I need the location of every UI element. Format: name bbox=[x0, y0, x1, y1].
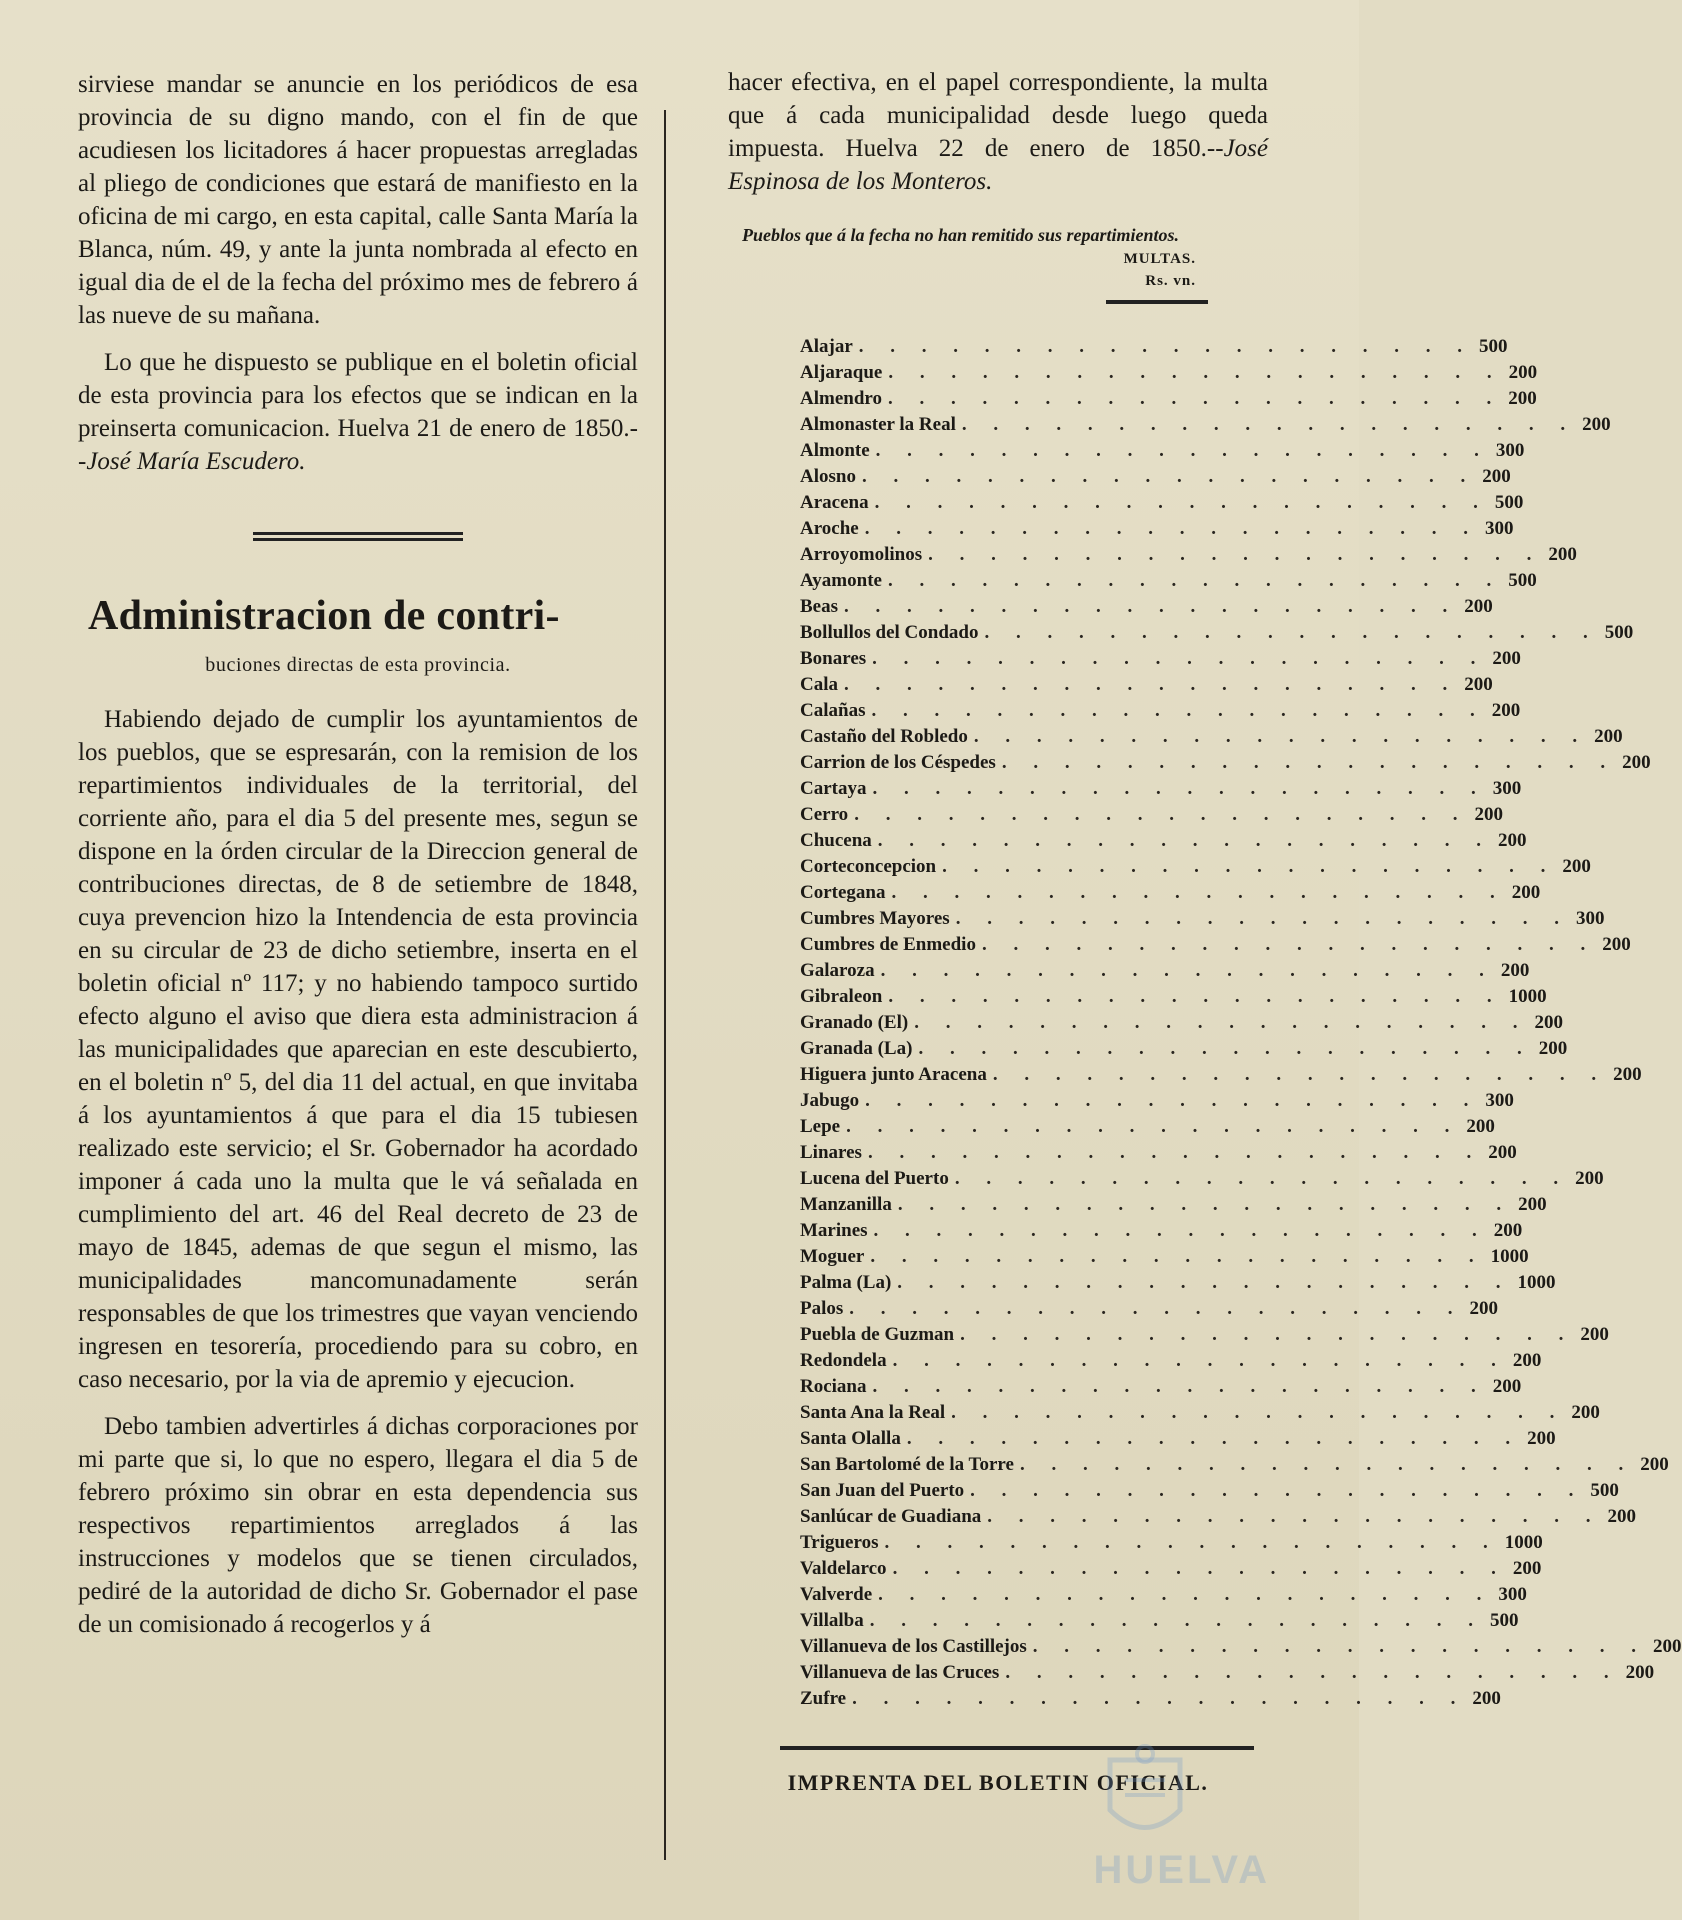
pueblo-name: Gibraleon bbox=[800, 986, 883, 1007]
fine-value: 200 bbox=[1472, 1688, 1501, 1709]
fine-value: 300 bbox=[1498, 1584, 1527, 1605]
fine-value: 200 bbox=[1508, 388, 1537, 409]
pueblo-name: Villanueva de los Castillejos bbox=[800, 1636, 1027, 1657]
left-paragraph-1: sirviese mandar se anuncie en los periódicos de esa provincia de su digno mando, con el fin de que acudiesen los licitadores á hacer propuestas arregladas al pliego de condiciones que estará de manifiesto en la oficina de mi cargo, en esta capital, calle Santa María la Blanca, núm. 49, y ante la junta nombrada al efecto en igual dia de el de la fecha del próximo mes de febrero á las nueve de su mañana. bbox=[78, 71, 638, 329]
fine-row bbox=[800, 464, 1511, 490]
fine-value: 200 bbox=[1534, 1012, 1563, 1033]
fine-row bbox=[800, 1062, 1642, 1088]
imprenta-footer: IMPRENTA DEL BOLETIN OFICIAL. bbox=[787, 1770, 1209, 1795]
leader-dots: . . . . . . . . . . . . . . . . . . . . bbox=[844, 596, 1459, 617]
pueblo-name: Palos bbox=[800, 1298, 844, 1319]
leader-dots: . . . . . . . . . . . . . . . . . . . . bbox=[914, 1012, 1529, 1033]
pueblo-name: Valverde bbox=[800, 1584, 873, 1605]
fine-row bbox=[800, 1296, 1499, 1322]
fine-row bbox=[800, 1036, 1568, 1062]
coat-of-arms-icon bbox=[1090, 1740, 1200, 1850]
fine-value: 500 bbox=[1479, 336, 1508, 357]
multas-unit: Rs. vn. bbox=[1145, 273, 1196, 289]
left-paragraph-2-text: Lo que he dispuesto se publique en el boletin oficial de esta provincia para los efectos que se indican en la preinserta comunicacion. Huelva 21 de enero de 1850.-- bbox=[78, 349, 638, 475]
fine-row bbox=[800, 932, 1631, 958]
leader-dots: . . . . . . . . . . . . . . . . . . . . bbox=[897, 1194, 1513, 1215]
pueblo-name: Trigueros bbox=[800, 1532, 879, 1553]
fine-value: 200 bbox=[1622, 752, 1651, 773]
fine-value: 200 bbox=[1482, 466, 1511, 487]
leader-dots: . . . . . . . . . . . . . . . . . . . . bbox=[892, 1350, 1507, 1371]
fine-row bbox=[800, 620, 1634, 646]
fine-row bbox=[800, 906, 1605, 932]
leader-dots: . . . . . . . . . . . . . . . . . . . . bbox=[960, 1324, 1575, 1345]
pueblo-name: Aracena bbox=[800, 492, 869, 513]
fine-value: 300 bbox=[1492, 778, 1522, 799]
pueblo-name: Cartaya bbox=[800, 778, 867, 799]
pueblos-heading: Pueblos que á la fecha no han remitido sus repartimientos. bbox=[742, 225, 1180, 245]
fine-value: 200 bbox=[1464, 674, 1493, 695]
fine-row bbox=[800, 958, 1530, 984]
fine-value: 200 bbox=[1571, 1402, 1600, 1423]
fine-value: 200 bbox=[1562, 856, 1591, 877]
right-paragraph-1 bbox=[728, 66, 1268, 198]
leader-dots: . . . . . . . . . . . . . . . . . . . . bbox=[887, 388, 1503, 409]
fine-row bbox=[800, 776, 1522, 802]
leader-dots: . . . . . . . . . . . . . . . . . . . . bbox=[891, 882, 1506, 903]
pueblo-name: Lucena del Puerto bbox=[800, 1168, 949, 1189]
fine-value: 200 bbox=[1653, 1636, 1682, 1657]
fine-value: 200 bbox=[1548, 544, 1577, 565]
leader-dots: . . . . . . . . . . . . . . . . . . . . bbox=[954, 1168, 1570, 1189]
fine-row bbox=[800, 516, 1514, 542]
fine-value: 1000 bbox=[1504, 1532, 1543, 1553]
leader-dots: . . . . . . . . . . . . . . . . . . . . bbox=[873, 1220, 1488, 1241]
pueblo-name: Galaroza bbox=[800, 960, 875, 981]
pueblo-name: Villanueva de las Cruces bbox=[800, 1662, 1000, 1683]
fine-value: 200 bbox=[1493, 1220, 1523, 1241]
right-paragraph-1-text: hacer efectiva, en el papel correspondiente, la multa que á cada municipalidad desde luego queda impuesta. Huelva 22 de enero de 1850.-- bbox=[728, 69, 1268, 162]
fine-value: 200 bbox=[1613, 1064, 1642, 1085]
fine-value: 200 bbox=[1594, 726, 1623, 747]
fine-value: 200 bbox=[1474, 804, 1503, 825]
column-divider bbox=[664, 110, 666, 1860]
pueblo-name: Cala bbox=[800, 674, 838, 695]
leader-dots: . . . . . . . . . . . . . . . . . . . . bbox=[1019, 1454, 1635, 1475]
leader-dots: . . . . . . . . . . . . . . . . . . . . bbox=[973, 726, 1589, 747]
fine-row bbox=[800, 698, 1521, 724]
left-paragraph-3: Habiendo dejado de cumplir los ayuntamientos de los pueblos, que se espresarán, con la remision de los repartimientos individuales de la territorial, del corriente año, para el dia 5 del presente mes, segun se dispone en la órden circular de la Direccion general de contribuciones directas, de 8 de setiembre de 1848, cuya prevencion hizo la Intendencia de esta provincia en su circular de 23 de dicho setiembre, inserta en el boletin oficial nº 117; y no habiendo tampoco surtido efecto alguno el aviso que diera esta administracion á las municipalidades que aparecian en este descubierto, en el boletin nº 5, del dia 11 del actual, en que invitaba á los ayuntamientos á que para el dia 15 tubiesen realizado este servicio; el Sr. Gobernador ha acordado imponer á cada uno la multa que le vá señalada en cumplimiento del art. 46 del Real decreto de 23 de mayo de 1845, ademas de que segun el mismo, las municipalidades mancomunadamente serán responsables de que los trimestres que vayan venciendo ingresen en tesorería, procediendo para su cobro, en caso necesario, por la via de apremio y ejecucion. bbox=[78, 706, 638, 1393]
fines-table bbox=[800, 334, 1682, 1712]
pueblo-name: Villalba bbox=[800, 1610, 864, 1631]
fine-row bbox=[800, 1218, 1523, 1244]
leader-dots: . . . . . . . . . . . . . . . . . . . . bbox=[951, 1402, 1566, 1423]
fine-row bbox=[800, 1270, 1556, 1296]
fine-value: 200 bbox=[1492, 648, 1521, 669]
leader-dots: . . . . . . . . . . . . . . . . . . . . bbox=[884, 1532, 1499, 1553]
fine-value: 200 bbox=[1580, 1324, 1609, 1345]
pueblo-name: Alajar bbox=[800, 336, 853, 357]
fine-row bbox=[800, 438, 1525, 464]
fine-row bbox=[800, 1452, 1669, 1478]
leader-dots: . . . . . . . . . . . . . . . . . . . . bbox=[880, 960, 1495, 981]
pueblo-name: Cortegana bbox=[800, 882, 886, 903]
fine-row bbox=[800, 1374, 1522, 1400]
pueblo-name: Santa Olalla bbox=[800, 1428, 901, 1449]
fine-row bbox=[800, 1322, 1609, 1348]
fine-value: 200 bbox=[1602, 934, 1631, 955]
fine-row bbox=[800, 334, 1508, 360]
leader-dots: . . . . . . . . . . . . . . . . . . . . bbox=[852, 1688, 1467, 1709]
pueblo-name: Aljaraque bbox=[800, 362, 883, 383]
fine-row bbox=[800, 1686, 1501, 1712]
multas-header bbox=[728, 248, 1196, 292]
pueblo-name: Bonares bbox=[800, 648, 867, 669]
fine-value: 1000 bbox=[1508, 986, 1547, 1007]
leader-dots: . . . . . . . . . . . . . . . . . . . . bbox=[874, 492, 1489, 513]
leader-dots: . . . . . . . . . . . . . . . . . . . . bbox=[981, 934, 1597, 955]
fine-value: 200 bbox=[1498, 830, 1527, 851]
fine-value: 200 bbox=[1491, 700, 1521, 721]
leader-dots: . . . . . . . . . . . . . . . . . . . . bbox=[888, 362, 1503, 383]
fine-value: 200 bbox=[1582, 414, 1611, 435]
fine-value: 200 bbox=[1492, 1376, 1522, 1397]
leader-dots: . . . . . . . . . . . . . . . . . . . . bbox=[871, 700, 1486, 721]
pueblo-name: Granado (El) bbox=[800, 1012, 909, 1033]
pueblo-name: Granada (La) bbox=[800, 1038, 913, 1059]
pueblo-name: Aroche bbox=[800, 518, 859, 539]
fine-row bbox=[800, 1166, 1604, 1192]
pueblo-name: Arroyomolinos bbox=[800, 544, 923, 565]
pueblo-name: Puebla de Guzman bbox=[800, 1324, 955, 1345]
fine-row bbox=[800, 1140, 1517, 1166]
pueblo-name: Ayamonte bbox=[800, 570, 882, 591]
pueblo-name: Jabugo bbox=[800, 1090, 860, 1111]
fine-value: 200 bbox=[1488, 1142, 1517, 1163]
pueblo-name: Palma (La) bbox=[800, 1272, 892, 1293]
left-column bbox=[78, 68, 638, 1641]
leader-dots: . . . . . . . . . . . . . . . . . . . . bbox=[861, 466, 1477, 487]
leader-dots: . . . . . . . . . . . . . . . . . . . . bbox=[870, 1246, 1485, 1267]
fine-row bbox=[800, 360, 1538, 386]
fine-row bbox=[800, 412, 1611, 438]
fine-row bbox=[800, 854, 1591, 880]
pueblo-name: Bollullos del Condado bbox=[800, 622, 979, 643]
fine-value: 200 bbox=[1625, 1662, 1655, 1683]
pueblo-name: San Juan del Puerto bbox=[800, 1480, 965, 1501]
leader-dots: . . . . . . . . . . . . . . . . . . . . bbox=[970, 1480, 1585, 1501]
section-title: Administracion de contri- bbox=[88, 593, 560, 639]
pueblo-name: Higuera junto Aracena bbox=[800, 1064, 987, 1085]
fine-row bbox=[800, 672, 1493, 698]
fine-value: 200 bbox=[1527, 1428, 1556, 1449]
pueblo-name: Cumbres de Enmedio bbox=[800, 934, 976, 955]
leader-dots: . . . . . . . . . . . . . . . . . . . . bbox=[888, 986, 1503, 1007]
signature-escudero: José María Escudero. bbox=[86, 448, 306, 475]
leader-dots: . . . . . . . . . . . . . . . . . . . . bbox=[854, 804, 1469, 825]
fine-row bbox=[800, 1400, 1600, 1426]
fine-row bbox=[800, 1582, 1527, 1608]
fine-row bbox=[800, 802, 1503, 828]
fine-value: 1000 bbox=[1490, 1246, 1529, 1267]
pueblo-name: Calañas bbox=[800, 700, 866, 721]
fine-value: 200 bbox=[1466, 1116, 1495, 1137]
leader-dots: . . . . . . . . . . . . . . . . . . . . bbox=[858, 336, 1474, 357]
pueblo-name: San Bartolomé de la Torre bbox=[800, 1454, 1014, 1475]
fine-row bbox=[800, 1244, 1529, 1270]
fine-value: 500 bbox=[1508, 570, 1537, 591]
fine-row bbox=[800, 1010, 1563, 1036]
fine-row bbox=[800, 646, 1521, 672]
fine-row bbox=[800, 1608, 1519, 1634]
pueblo-name: Marines bbox=[800, 1220, 868, 1241]
fine-row bbox=[800, 1426, 1556, 1452]
fine-value: 500 bbox=[1494, 492, 1524, 513]
leader-dots: . . . . . . . . . . . . . . . . . . . . bbox=[1005, 1662, 1620, 1683]
pueblo-name: Almendro bbox=[800, 388, 882, 409]
leader-dots: . . . . . . . . . . . . . . . . . . . . bbox=[864, 518, 1479, 539]
leader-dots: . . . . . . . . . . . . . . . . . . . . bbox=[906, 1428, 1522, 1449]
fine-value: 200 bbox=[1464, 596, 1493, 617]
pueblo-name: Beas bbox=[800, 596, 838, 617]
pueblo-name: Linares bbox=[800, 1142, 862, 1163]
fine-value: 200 bbox=[1508, 362, 1538, 383]
fine-value: 200 bbox=[1518, 1194, 1547, 1215]
fine-value: 200 bbox=[1511, 882, 1541, 903]
section-divider-ornament bbox=[253, 530, 463, 544]
fine-row bbox=[800, 1530, 1543, 1556]
fine-value: 500 bbox=[1590, 1480, 1619, 1501]
fine-row bbox=[800, 1114, 1495, 1140]
pueblo-name: Zufre bbox=[800, 1688, 847, 1709]
pueblo-name: Castaño del Robledo bbox=[800, 726, 968, 747]
leader-dots: . . . . . . . . . . . . . . . . . . . . bbox=[846, 1116, 1461, 1137]
fine-value: 200 bbox=[1575, 1168, 1604, 1189]
pueblo-name: Chucena bbox=[800, 830, 872, 851]
leader-dots: . . . . . . . . . . . . . . . . . . . . bbox=[955, 908, 1570, 929]
leader-dots: . . . . . . . . . . . . . . . . . . . . bbox=[918, 1038, 1533, 1059]
fine-row bbox=[800, 490, 1524, 516]
fine-row bbox=[800, 1660, 1655, 1686]
leader-dots: . . . . . . . . . . . . . . . . . . . . bbox=[869, 1610, 1484, 1631]
pueblo-name: Alosno bbox=[800, 466, 856, 487]
leader-dots: . . . . . . . . . . . . . . . . . . . . bbox=[878, 1584, 1493, 1605]
pueblo-name: Redondela bbox=[800, 1350, 887, 1371]
signature-espinosa: José Espinosa de los Monteros. bbox=[728, 135, 1268, 195]
fine-value: 1000 bbox=[1517, 1272, 1556, 1293]
fine-row bbox=[800, 386, 1537, 412]
fine-row bbox=[800, 828, 1527, 854]
leader-dots: . . . . . . . . . . . . . . . . . . . . bbox=[961, 414, 1577, 435]
fine-value: 200 bbox=[1607, 1506, 1637, 1527]
fine-row bbox=[800, 594, 1493, 620]
fine-row bbox=[800, 750, 1651, 776]
pueblo-name: Almonte bbox=[800, 440, 870, 461]
leader-dots: . . . . . . . . . . . . . . . . . . . . bbox=[872, 1376, 1487, 1397]
fine-row bbox=[800, 984, 1547, 1010]
fine-row bbox=[800, 1478, 1619, 1504]
leader-dots: . . . . . . . . . . . . . . . . . . . . bbox=[928, 544, 1543, 565]
fine-value: 200 bbox=[1469, 1298, 1499, 1319]
leader-dots: . . . . . . . . . . . . . . . . . . . . bbox=[872, 648, 1487, 669]
leader-dots: . . . . . . . . . . . . . . . . . . . . bbox=[887, 570, 1503, 591]
leader-dots: . . . . . . . . . . . . . . . . . . . . bbox=[867, 1142, 1483, 1163]
leader-dots: . . . . . . . . . . . . . . . . . . . . bbox=[942, 856, 1557, 877]
right-column bbox=[728, 66, 1682, 1796]
pueblo-name: Manzanilla bbox=[800, 1194, 892, 1215]
pueblo-name: Sanlúcar de Guadiana bbox=[800, 1506, 982, 1527]
leader-dots: . . . . . . . . . . . . . . . . . . . . bbox=[897, 1272, 1512, 1293]
leader-dots: . . . . . . . . . . . . . . . . . . . . bbox=[844, 674, 1459, 695]
watermark-text: HUELVA bbox=[1093, 1848, 1270, 1892]
fine-value: 200 bbox=[1640, 1454, 1669, 1475]
leader-dots: . . . . . . . . . . . . . . . . . . . . bbox=[849, 1298, 1464, 1319]
huelva-watermark bbox=[1080, 1740, 1270, 1892]
fine-row bbox=[800, 1556, 1542, 1582]
leader-dots: . . . . . . . . . . . . . . . . . . . . bbox=[892, 1558, 1507, 1579]
fine-value: 200 bbox=[1538, 1038, 1568, 1059]
leader-dots: . . . . . . . . . . . . . . . . . . . . bbox=[877, 830, 1493, 851]
leader-dots: . . . . . . . . . . . . . . . . . . . . bbox=[1001, 752, 1617, 773]
fine-value: 200 bbox=[1512, 1558, 1542, 1579]
fine-row bbox=[800, 880, 1541, 906]
pueblo-name: Valdelarco bbox=[800, 1558, 887, 1579]
left-paragraph-4: Debo tambien advertirles á dichas corporaciones por mi parte que si, lo que no espero, llegara el dia 5 de febrero próximo sin obrar en esta dependencia sus respectivos repartimientos arreglados á las instrucciones y modelos que se tienen circulados, pediré de la autoridad de dicho Sr. Gobernador el pase de un comisionado á recogerlos y á bbox=[78, 1413, 638, 1638]
leader-dots: . . . . . . . . . . . . . . . . . . . . bbox=[875, 440, 1490, 461]
fine-value: 200 bbox=[1500, 960, 1530, 981]
leader-dots: . . . . . . . . . . . . . . . . . . . . bbox=[987, 1506, 1602, 1527]
section-subtitle: buciones directas de esta provincia. bbox=[205, 654, 511, 676]
pueblo-name: Lepe bbox=[800, 1116, 841, 1137]
leader-dots: . . . . . . . . . . . . . . . . . . . . bbox=[865, 1090, 1480, 1111]
pueblo-name: Moguer bbox=[800, 1246, 865, 1267]
multas-rule bbox=[1106, 300, 1208, 304]
pueblo-name: Cerro bbox=[800, 804, 849, 825]
pueblo-name: Almonaster la Real bbox=[800, 414, 956, 435]
fine-row bbox=[800, 1348, 1542, 1374]
pueblo-name: Corteconcepcion bbox=[800, 856, 937, 877]
fine-value: 300 bbox=[1575, 908, 1605, 929]
fine-value: 300 bbox=[1485, 1090, 1514, 1111]
fine-row bbox=[800, 724, 1623, 750]
multas-label: MULTAS. bbox=[1123, 251, 1196, 267]
fine-row bbox=[800, 542, 1577, 568]
fine-value: 300 bbox=[1495, 440, 1525, 461]
fine-row bbox=[800, 1192, 1547, 1218]
fine-row bbox=[800, 1504, 1637, 1530]
fine-value: 200 bbox=[1512, 1350, 1542, 1371]
pueblo-name: Cumbres Mayores bbox=[800, 908, 950, 929]
pueblo-name: Carrion de los Céspedes bbox=[800, 752, 996, 773]
fine-value: 300 bbox=[1485, 518, 1514, 539]
pueblo-name: Santa Ana la Real bbox=[800, 1402, 946, 1423]
pueblo-name: Rociana bbox=[800, 1376, 867, 1397]
fine-row bbox=[800, 1088, 1514, 1114]
left-paragraph-2 bbox=[78, 346, 638, 478]
fine-row bbox=[800, 568, 1537, 594]
fine-row bbox=[800, 1634, 1682, 1660]
leader-dots: . . . . . . . . . . . . . . . . . . . . bbox=[872, 778, 1487, 799]
leader-dots: . . . . . . . . . . . . . . . . . . . . bbox=[1032, 1636, 1648, 1657]
fine-value: 500 bbox=[1604, 622, 1634, 643]
fine-value: 500 bbox=[1489, 1610, 1519, 1631]
leader-dots: . . . . . . . . . . . . . . . . . . . . bbox=[984, 622, 1599, 643]
leader-dots: . . . . . . . . . . . . . . . . . . . . bbox=[992, 1064, 1608, 1085]
